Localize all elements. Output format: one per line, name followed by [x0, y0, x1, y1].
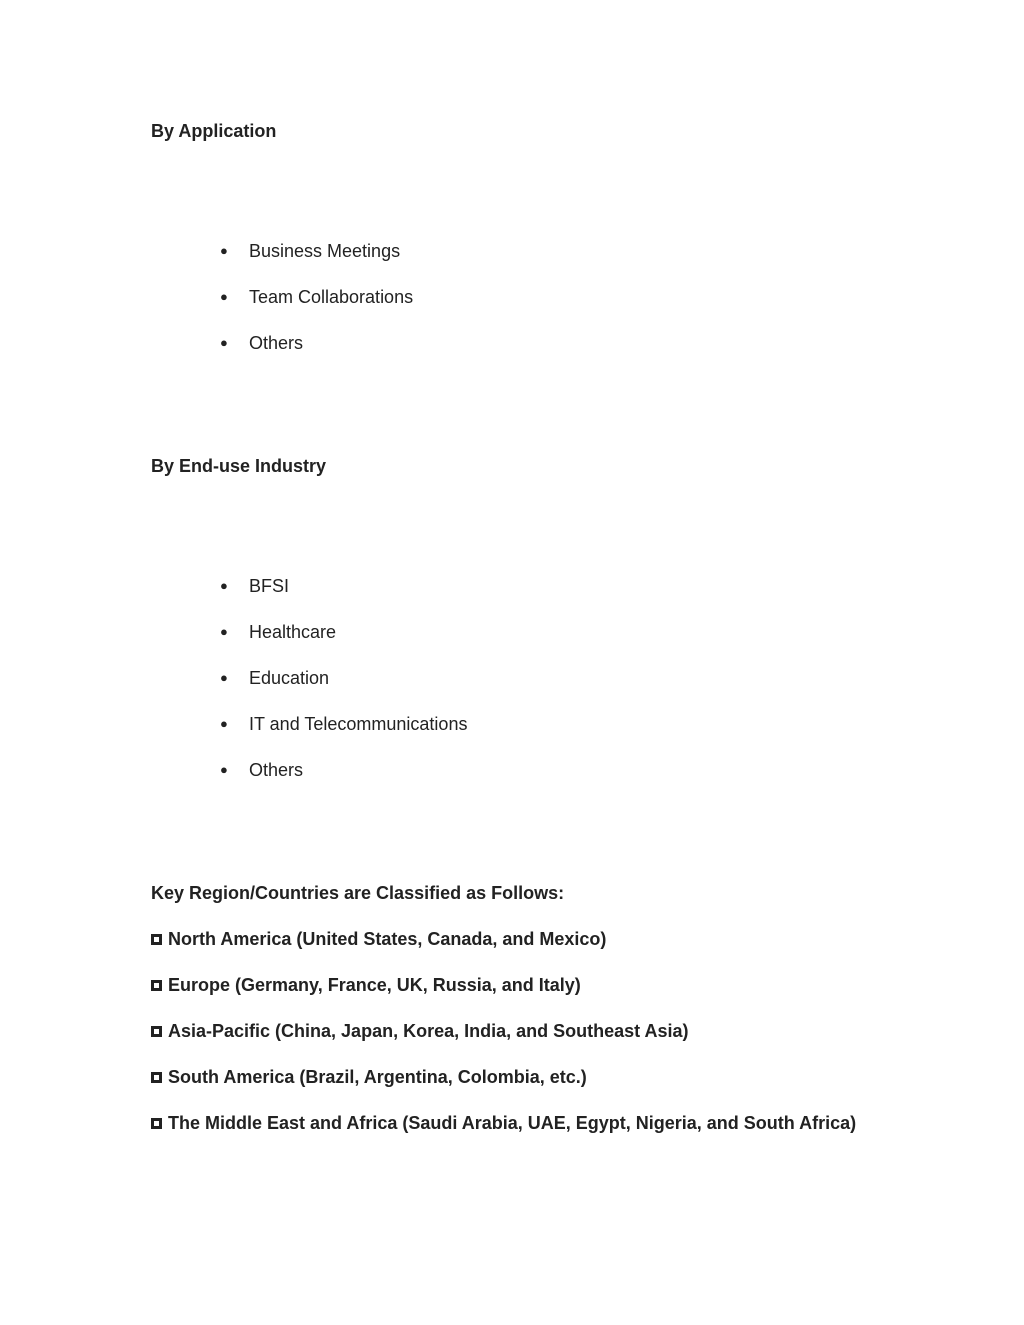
application-heading: By Application — [151, 121, 277, 141]
square-bullet-icon — [151, 1026, 162, 1037]
region-item — [151, 928, 606, 950]
square-bullet-icon — [151, 1072, 162, 1083]
square-bullet-icon — [151, 1118, 162, 1129]
list-item-label: BFSI — [249, 576, 290, 596]
list-item-label: Education — [249, 668, 330, 688]
region-item-label: North America (United States, Canada, and Mexico) — [168, 929, 607, 949]
bullet-dot-icon: ● — [220, 716, 228, 731]
regions-heading: Key Region/Countries are Classified as Follows: — [151, 883, 565, 903]
end-use-heading: By End-use Industry — [151, 456, 327, 476]
region-item-label: The Middle East and Africa (Saudi Arabia, UAE, Egypt, Nigeria, and South Africa) — [168, 1113, 857, 1133]
square-bullet-icon — [151, 980, 162, 991]
list-item-label: Others — [249, 760, 304, 780]
list-item-label: Healthcare — [249, 622, 337, 642]
region-item — [151, 974, 581, 996]
region-item — [151, 1020, 688, 1042]
region-item — [151, 1112, 856, 1134]
list-item-label: IT and Telecommunications — [249, 714, 468, 734]
bullet-dot-icon: ● — [220, 335, 228, 350]
list-item-label: Team Collaborations — [249, 287, 414, 307]
square-bullet-icon — [151, 934, 162, 945]
bullet-dot-icon: ● — [220, 762, 228, 777]
region-item-label: South America (Brazil, Argentina, Colombia, etc.) — [168, 1067, 587, 1087]
region-item — [151, 1066, 587, 1088]
bullet-dot-icon: ● — [220, 578, 228, 593]
bullet-dot-icon: ● — [220, 289, 228, 304]
list-item-label: Business Meetings — [249, 241, 401, 261]
region-item-label: Asia-Pacific (China, Japan, Korea, India, and Southeast Asia) — [168, 1021, 689, 1041]
bullet-dot-icon: ● — [220, 670, 228, 685]
list-item-label: Others — [249, 333, 304, 353]
region-item-label: Europe (Germany, France, UK, Russia, and Italy) — [168, 975, 581, 995]
bullet-dot-icon: ● — [220, 243, 228, 258]
bullet-dot-icon: ● — [220, 624, 228, 639]
